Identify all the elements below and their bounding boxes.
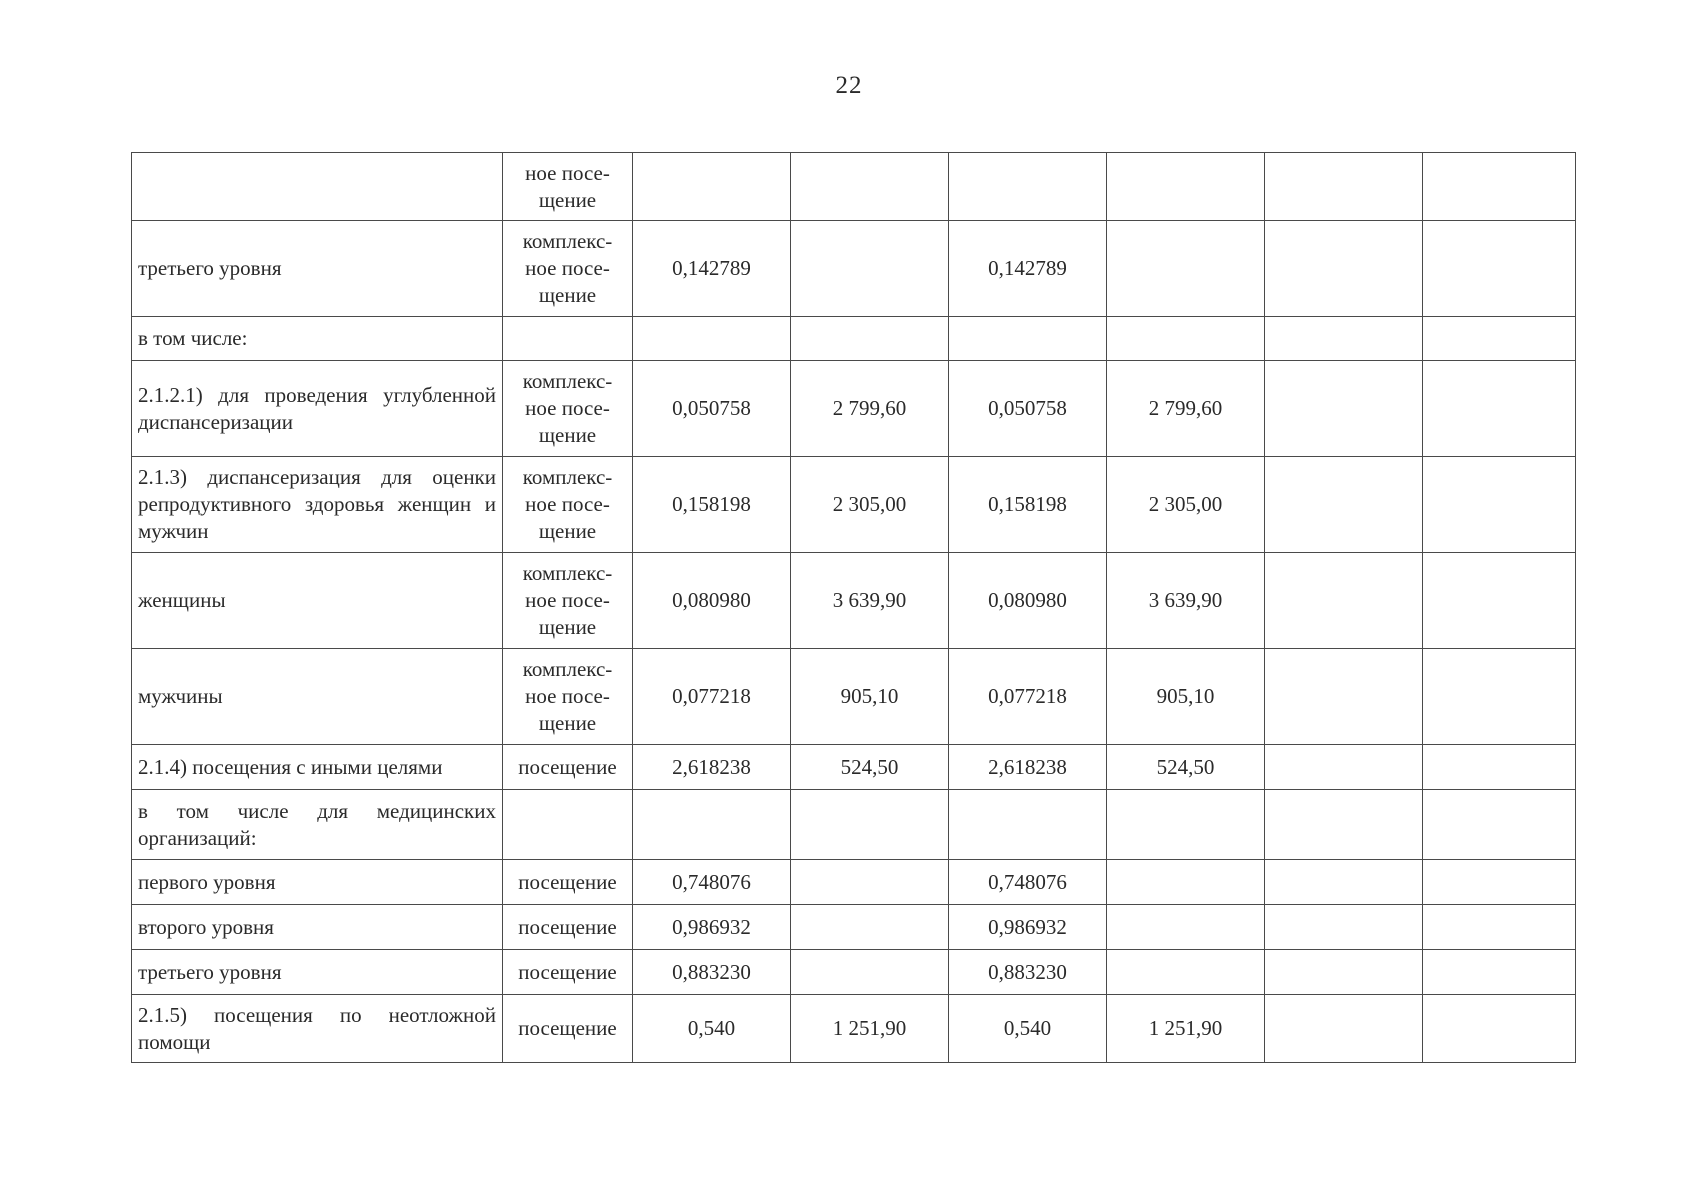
value-cell-c6 [1423,995,1576,1063]
value-cell-c5 [1265,790,1423,860]
value-cell-c1 [633,790,791,860]
value-cell-c1 [633,153,791,221]
table-row [132,317,1576,361]
unit-cell [503,790,633,860]
unit-cell: посещение [503,860,633,905]
row-name-cell: в том числе для медицинских организаций: [132,790,503,860]
unit-cell: посещение [503,745,633,790]
value-cell-c3 [949,153,1107,221]
value-cell-c6 [1423,553,1576,649]
table-row [132,950,1576,995]
value-cell-c4: 2 305,00 [1107,457,1265,553]
value-cell-c5 [1265,317,1423,361]
value-cell-c1: 0,077218 [633,649,791,745]
value-cell-c5 [1265,153,1423,221]
table-body [132,153,1576,1063]
unit-cell: комплекс- ное посе- щение [503,361,633,457]
value-cell-c6 [1423,153,1576,221]
value-cell-c2 [791,905,949,950]
value-cell-c2: 905,10 [791,649,949,745]
value-cell-c1: 0,050758 [633,361,791,457]
value-cell-c1: 0,883230 [633,950,791,995]
unit-cell: посещение [503,905,633,950]
table-row [132,221,1576,317]
value-cell-c6 [1423,745,1576,790]
row-name-cell: второго уровня [132,905,503,950]
row-name-cell: первого уровня [132,860,503,905]
value-cell-c2: 1 251,90 [791,995,949,1063]
value-cell-c5 [1265,905,1423,950]
table-row [132,153,1576,221]
unit-cell: посещение [503,950,633,995]
value-cell-c4 [1107,790,1265,860]
value-cell-c1: 0,080980 [633,553,791,649]
value-cell-c3: 0,158198 [949,457,1107,553]
unit-cell [503,317,633,361]
value-cell-c4: 1 251,90 [1107,995,1265,1063]
value-cell-c2: 3 639,90 [791,553,949,649]
value-cell-c3: 0,540 [949,995,1107,1063]
row-name-cell: 2.1.5) посещения по неотложной помощи [132,995,503,1063]
value-cell-c6 [1423,790,1576,860]
value-cell-c5 [1265,950,1423,995]
unit-cell: комплекс- ное посе- щение [503,221,633,317]
value-cell-c2: 2 799,60 [791,361,949,457]
value-cell-c3: 2,618238 [949,745,1107,790]
value-cell-c4 [1107,221,1265,317]
value-cell-c3: 0,080980 [949,553,1107,649]
row-name-cell: 2.1.4) посещения с иными целями [132,745,503,790]
value-cell-c2: 2 305,00 [791,457,949,553]
value-cell-c3: 0,748076 [949,860,1107,905]
value-cell-c2 [791,790,949,860]
value-cell-c5 [1265,745,1423,790]
value-cell-c2 [791,860,949,905]
value-cell-c4: 524,50 [1107,745,1265,790]
value-cell-c5 [1265,649,1423,745]
value-cell-c4 [1107,153,1265,221]
data-table [131,152,1576,1063]
row-name-cell [132,153,503,221]
value-cell-c1: 0,142789 [633,221,791,317]
value-cell-c6 [1423,950,1576,995]
value-cell-c6 [1423,905,1576,950]
value-cell-c4 [1107,860,1265,905]
table-row [132,905,1576,950]
value-cell-c5 [1265,221,1423,317]
value-cell-c6 [1423,649,1576,745]
value-cell-c3 [949,790,1107,860]
value-cell-c4: 905,10 [1107,649,1265,745]
unit-cell: ное посе- щение [503,153,633,221]
table-row [132,457,1576,553]
value-cell-c4: 3 639,90 [1107,553,1265,649]
value-cell-c4 [1107,950,1265,995]
value-cell-c5 [1265,457,1423,553]
row-name-cell: в том числе: [132,317,503,361]
unit-cell: посещение [503,995,633,1063]
page-number: 22 [835,72,863,99]
value-cell-c4 [1107,317,1265,361]
value-cell-c3 [949,317,1107,361]
table-row [132,860,1576,905]
table-row [132,553,1576,649]
value-cell-c6 [1423,317,1576,361]
value-cell-c3: 0,077218 [949,649,1107,745]
value-cell-c4: 2 799,60 [1107,361,1265,457]
value-cell-c1: 2,618238 [633,745,791,790]
value-cell-c2 [791,153,949,221]
unit-cell: комплекс- ное посе- щение [503,649,633,745]
row-name-cell: мужчины [132,649,503,745]
value-cell-c5 [1265,995,1423,1063]
row-name-cell: 2.1.3) диспансеризация для оценки репродуктивного здоровья женщин и мужчин [132,457,503,553]
value-cell-c2: 524,50 [791,745,949,790]
value-cell-c5 [1265,361,1423,457]
value-cell-c3: 0,883230 [949,950,1107,995]
value-cell-c3: 0,986932 [949,905,1107,950]
value-cell-c6 [1423,457,1576,553]
row-name-cell: третьего уровня [132,950,503,995]
table-row [132,995,1576,1063]
value-cell-c6 [1423,860,1576,905]
value-cell-c1: 0,158198 [633,457,791,553]
table-row [132,790,1576,860]
value-cell-c1: 0,986932 [633,905,791,950]
unit-cell: комплекс- ное посе- щение [503,457,633,553]
row-name-cell: 2.1.2.1) для проведения углубленной диспансеризации [132,361,503,457]
value-cell-c5 [1265,553,1423,649]
value-cell-c5 [1265,860,1423,905]
value-cell-c4 [1107,905,1265,950]
unit-cell: комплекс- ное посе- щение [503,553,633,649]
value-cell-c1 [633,317,791,361]
value-cell-c2 [791,221,949,317]
value-cell-c2 [791,950,949,995]
value-cell-c2 [791,317,949,361]
value-cell-c6 [1423,221,1576,317]
table-row [132,361,1576,457]
value-cell-c1: 0,540 [633,995,791,1063]
row-name-cell: третьего уровня [132,221,503,317]
value-cell-c3: 0,050758 [949,361,1107,457]
value-cell-c1: 0,748076 [633,860,791,905]
table-row [132,649,1576,745]
value-cell-c6 [1423,361,1576,457]
row-name-cell: женщины [132,553,503,649]
value-cell-c3: 0,142789 [949,221,1107,317]
table-row [132,745,1576,790]
